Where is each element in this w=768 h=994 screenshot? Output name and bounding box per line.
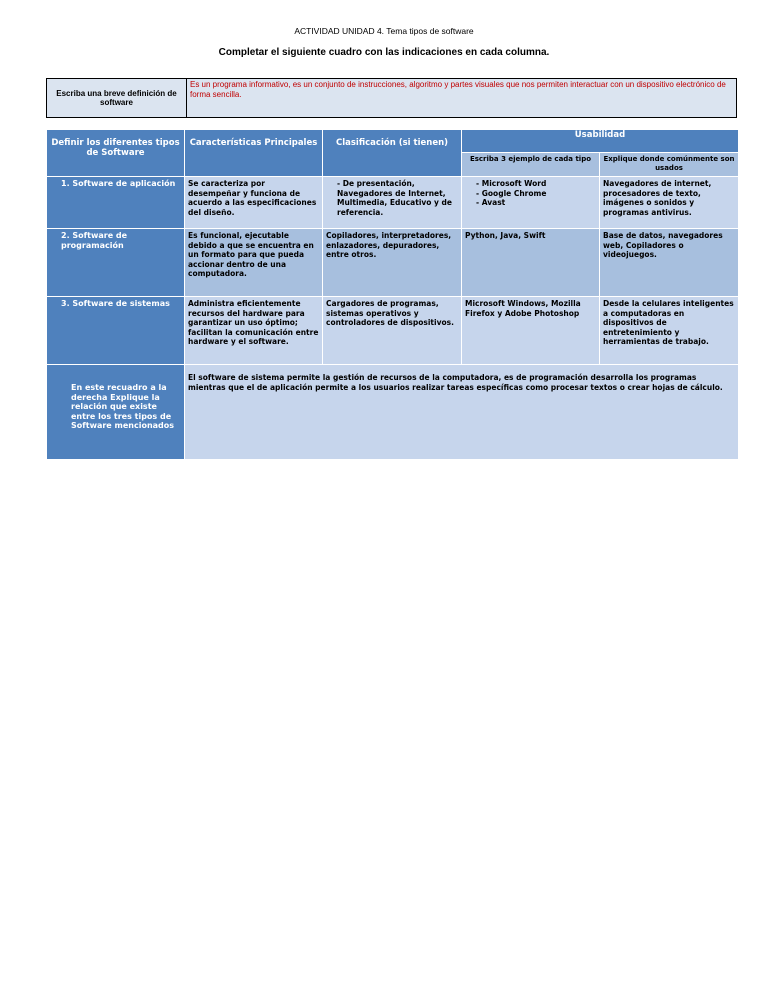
cell-where[interactable]: Navegadores de internet, procesadores de texto, imágenes o sonidos y programas antivirus. (600, 177, 739, 229)
definition-box (46, 78, 737, 118)
cell-classification[interactable] (323, 177, 462, 229)
cell-features[interactable]: Se caracteriza por desempeñar y funciona de acuerdo a las especificaciones del diseño. (185, 177, 323, 229)
software-types-table (46, 129, 739, 460)
row-label-programming: 2. Software de programación (47, 229, 185, 297)
header-where: Explique donde comúnmente son usados (600, 153, 739, 177)
cell-examples[interactable]: Microsoft Windows, Mozilla Firefox y Adobe Photoshop (462, 297, 600, 365)
cell-features[interactable]: Es funcional, ejecutable debido a que se encuentra en un formato para que pueda accionar dentro de una computadora. (185, 229, 323, 297)
table-row (47, 365, 739, 460)
document-title: ACTIVIDAD UNIDAD 4. Tema tipos de software (294, 26, 474, 36)
cell-features[interactable]: Administra eficientemente recursos del hardware para garantizar un uso óptimo; facilitan la comunicación entre hardware y el software. (185, 297, 323, 365)
header-usability: Usabilidad (462, 130, 739, 153)
definition-label: Escriba una breve definición de software (47, 79, 187, 117)
table-row (47, 297, 739, 365)
header-features: Características Principales (185, 130, 323, 177)
definition-text[interactable]: Es un programa informativo, es un conjunto de instrucciones, algoritmo y partes visuales que nos permiten interactuar con un dispositivo electrónico de forma sencilla. (187, 79, 736, 117)
relation-text[interactable]: El software de sistema permite la gestión de recursos de la computadora, es de programación desarrolla los programas mientras que el de aplicación permite a los usuarios realizar tareas específicas como procesar textos o crear hojas de cálculo. (185, 365, 739, 460)
list-item: - De presentación, Navegadores de Internet, Multimedia, Educativo y de referencia. (337, 179, 458, 217)
table-row (47, 229, 739, 297)
row-label-application: 1. Software de aplicación (47, 177, 185, 229)
list-item: - Avast (476, 198, 596, 208)
relation-label: En este recuadro a la derecha Explique la relación que existe entre los tres tipos de Software mencionados (47, 365, 185, 460)
cell-classification[interactable]: Copiladores, interpretadores, enlazadores, depuradores, entre otros. (323, 229, 462, 297)
header-classification: Clasificación (si tienen) (323, 130, 462, 177)
row-label-systems: 3. Software de sistemas (47, 297, 185, 365)
table-row (47, 177, 739, 229)
document-subtitle: Completar el siguiente cuadro con las indicaciones en cada columna. (218, 47, 550, 58)
cell-examples[interactable] (462, 177, 600, 229)
header-types: Definir los diferentes tipos de Software (47, 130, 185, 177)
list-item: - Google Chrome (476, 189, 596, 199)
list-item: - Microsoft Word (476, 179, 596, 189)
cell-where[interactable]: Desde la celulares inteligentes a computadoras en dispositivos de entretenimiento y herramientas de trabajo. (600, 297, 739, 365)
cell-where[interactable]: Base de datos, navegadores web, Copiladores o videojuegos. (600, 229, 739, 297)
cell-examples[interactable]: Python, Java, Swift (462, 229, 600, 297)
cell-classification[interactable]: Cargadores de programas, sistemas operativos y controladores de dispositivos. (323, 297, 462, 365)
header-examples: Escriba 3 ejemplo de cada tipo (462, 153, 600, 177)
